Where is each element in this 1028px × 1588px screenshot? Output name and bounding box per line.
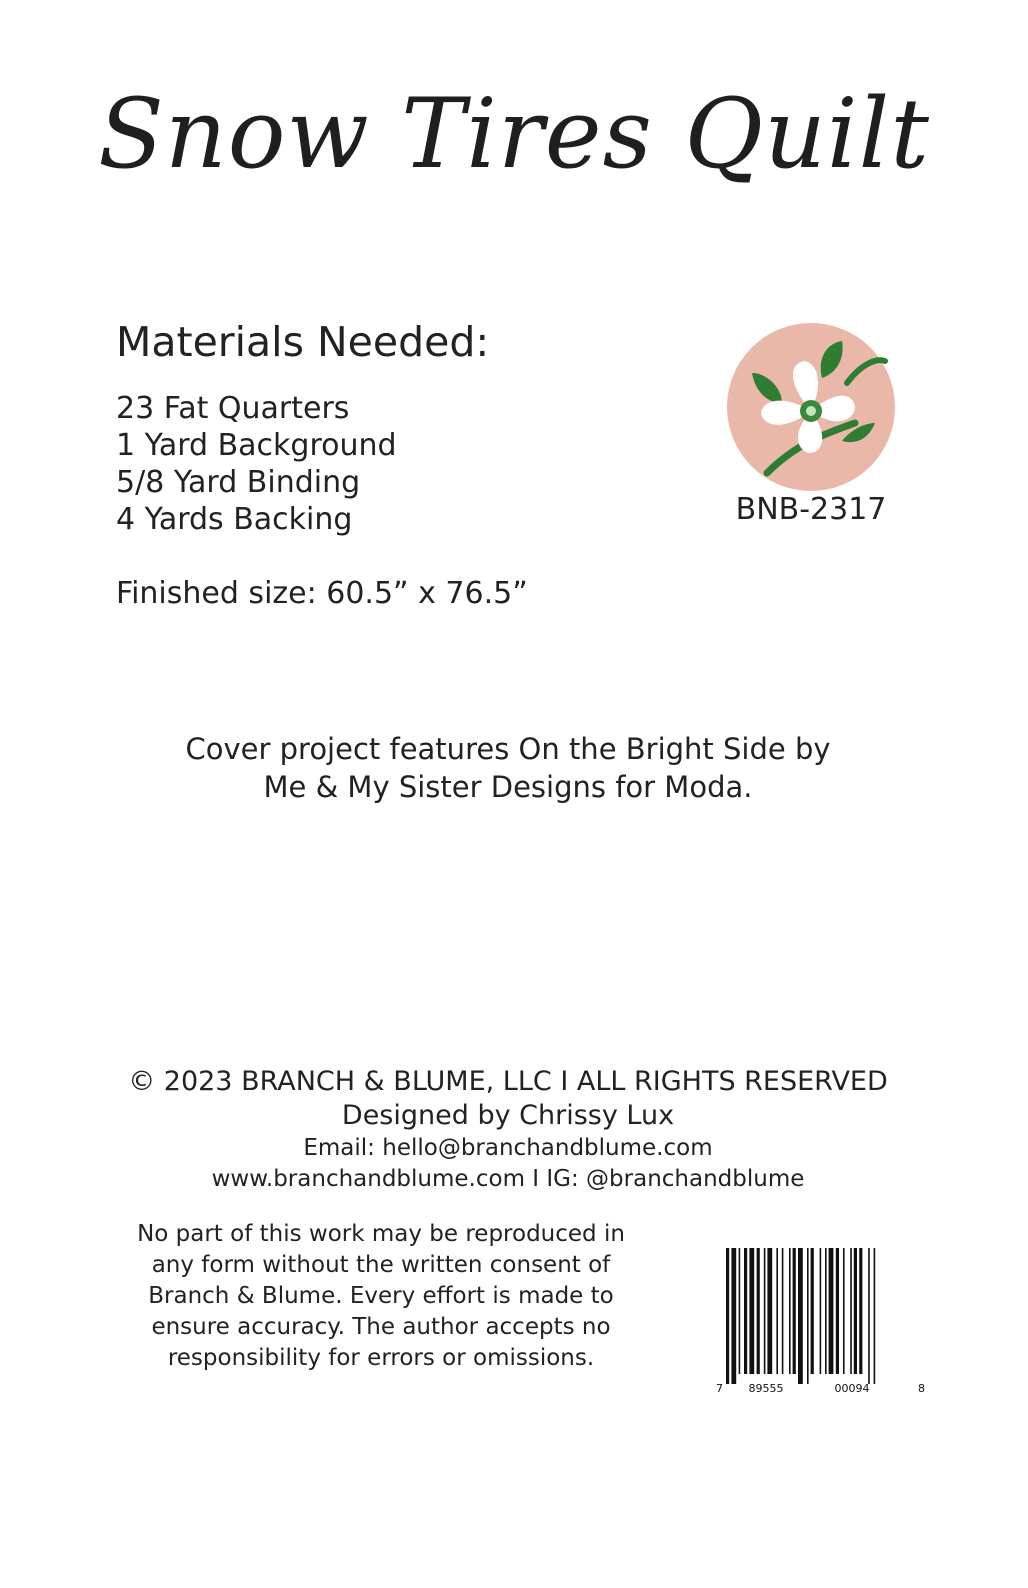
finished-size: Finished size: 60.5” x 76.5” xyxy=(116,576,528,611)
barcode-bar xyxy=(820,1248,822,1374)
barcode-bar xyxy=(776,1248,778,1374)
barcode-bar xyxy=(731,1248,736,1384)
barcode-bar xyxy=(829,1248,834,1374)
materials-item: 23 Fat Quarters xyxy=(116,391,350,426)
barcode-bar xyxy=(807,1248,809,1384)
barcode-bar xyxy=(843,1248,845,1374)
barcode-bar xyxy=(744,1248,747,1374)
website-line: www.branchandblume.com I IG: @branchandblume xyxy=(211,1166,805,1192)
designer-line: Designed by Chrissy Lux xyxy=(341,1100,675,1131)
disclaimer-line: No part of this work may be reproduced in xyxy=(137,1221,625,1247)
barcode-bar xyxy=(798,1248,803,1384)
barcode-bar xyxy=(854,1248,857,1374)
barcode-bar xyxy=(749,1248,754,1374)
disclaimer-line: any form without the written consent of xyxy=(151,1252,611,1278)
cover-note-line: Me & My Sister Designs for Moda. xyxy=(263,770,753,804)
disclaimer-line: Branch & Blume. Every effort is made to xyxy=(148,1283,614,1309)
credits-block xyxy=(0,1065,1016,1195)
barcode-digit: 8 xyxy=(918,1382,925,1395)
barcode-bar xyxy=(874,1248,876,1384)
barcode-bar xyxy=(767,1248,772,1374)
dogwood-flower-logo-icon xyxy=(727,323,895,491)
disclaimer-line: responsibility for errors or omissions. xyxy=(167,1345,595,1371)
barcode-digit: 00094 xyxy=(834,1382,870,1395)
barcode-bar xyxy=(739,1248,741,1374)
barcode-bar xyxy=(789,1248,791,1374)
disclaimer-line: ensure accuracy. The author accepts no xyxy=(151,1314,611,1340)
barcode-bar xyxy=(825,1248,827,1374)
materials-list xyxy=(116,390,397,538)
barcode-bar xyxy=(764,1248,766,1374)
email-line: Email: hello@branchandblume.com xyxy=(303,1135,713,1161)
barcode-bar xyxy=(859,1248,862,1374)
barcode-bar xyxy=(868,1248,870,1384)
product-sku: BNB-2317 xyxy=(735,492,887,527)
cover-note-line: Cover project features On the Bright Side by xyxy=(185,732,831,766)
barcode-icon xyxy=(710,1246,924,1396)
materials-item: 1 Yard Background xyxy=(116,428,397,463)
materials-heading: Materials Needed: xyxy=(116,318,490,366)
barcode-bar xyxy=(782,1248,784,1374)
barcode-digit: 89555 xyxy=(748,1382,784,1395)
barcode-bar xyxy=(757,1248,760,1374)
materials-item: 5/8 Yard Binding xyxy=(116,465,361,500)
barcode-bar xyxy=(836,1248,839,1374)
barcode-bar xyxy=(811,1248,814,1374)
barcode-digit: 7 xyxy=(716,1382,723,1395)
disclaimer xyxy=(108,1219,654,1374)
barcode-bar xyxy=(850,1248,852,1374)
materials-item: 4 Yards Backing xyxy=(116,502,353,537)
pattern-title: Snow Tires Quilt xyxy=(98,78,930,190)
copyright-line: © 2023 BRANCH & BLUME, LLC I ALL RIGHTS RESERVED xyxy=(128,1066,888,1097)
barcode-bar xyxy=(726,1248,729,1384)
barcode-bar xyxy=(793,1248,796,1374)
cover-note xyxy=(0,730,1016,806)
